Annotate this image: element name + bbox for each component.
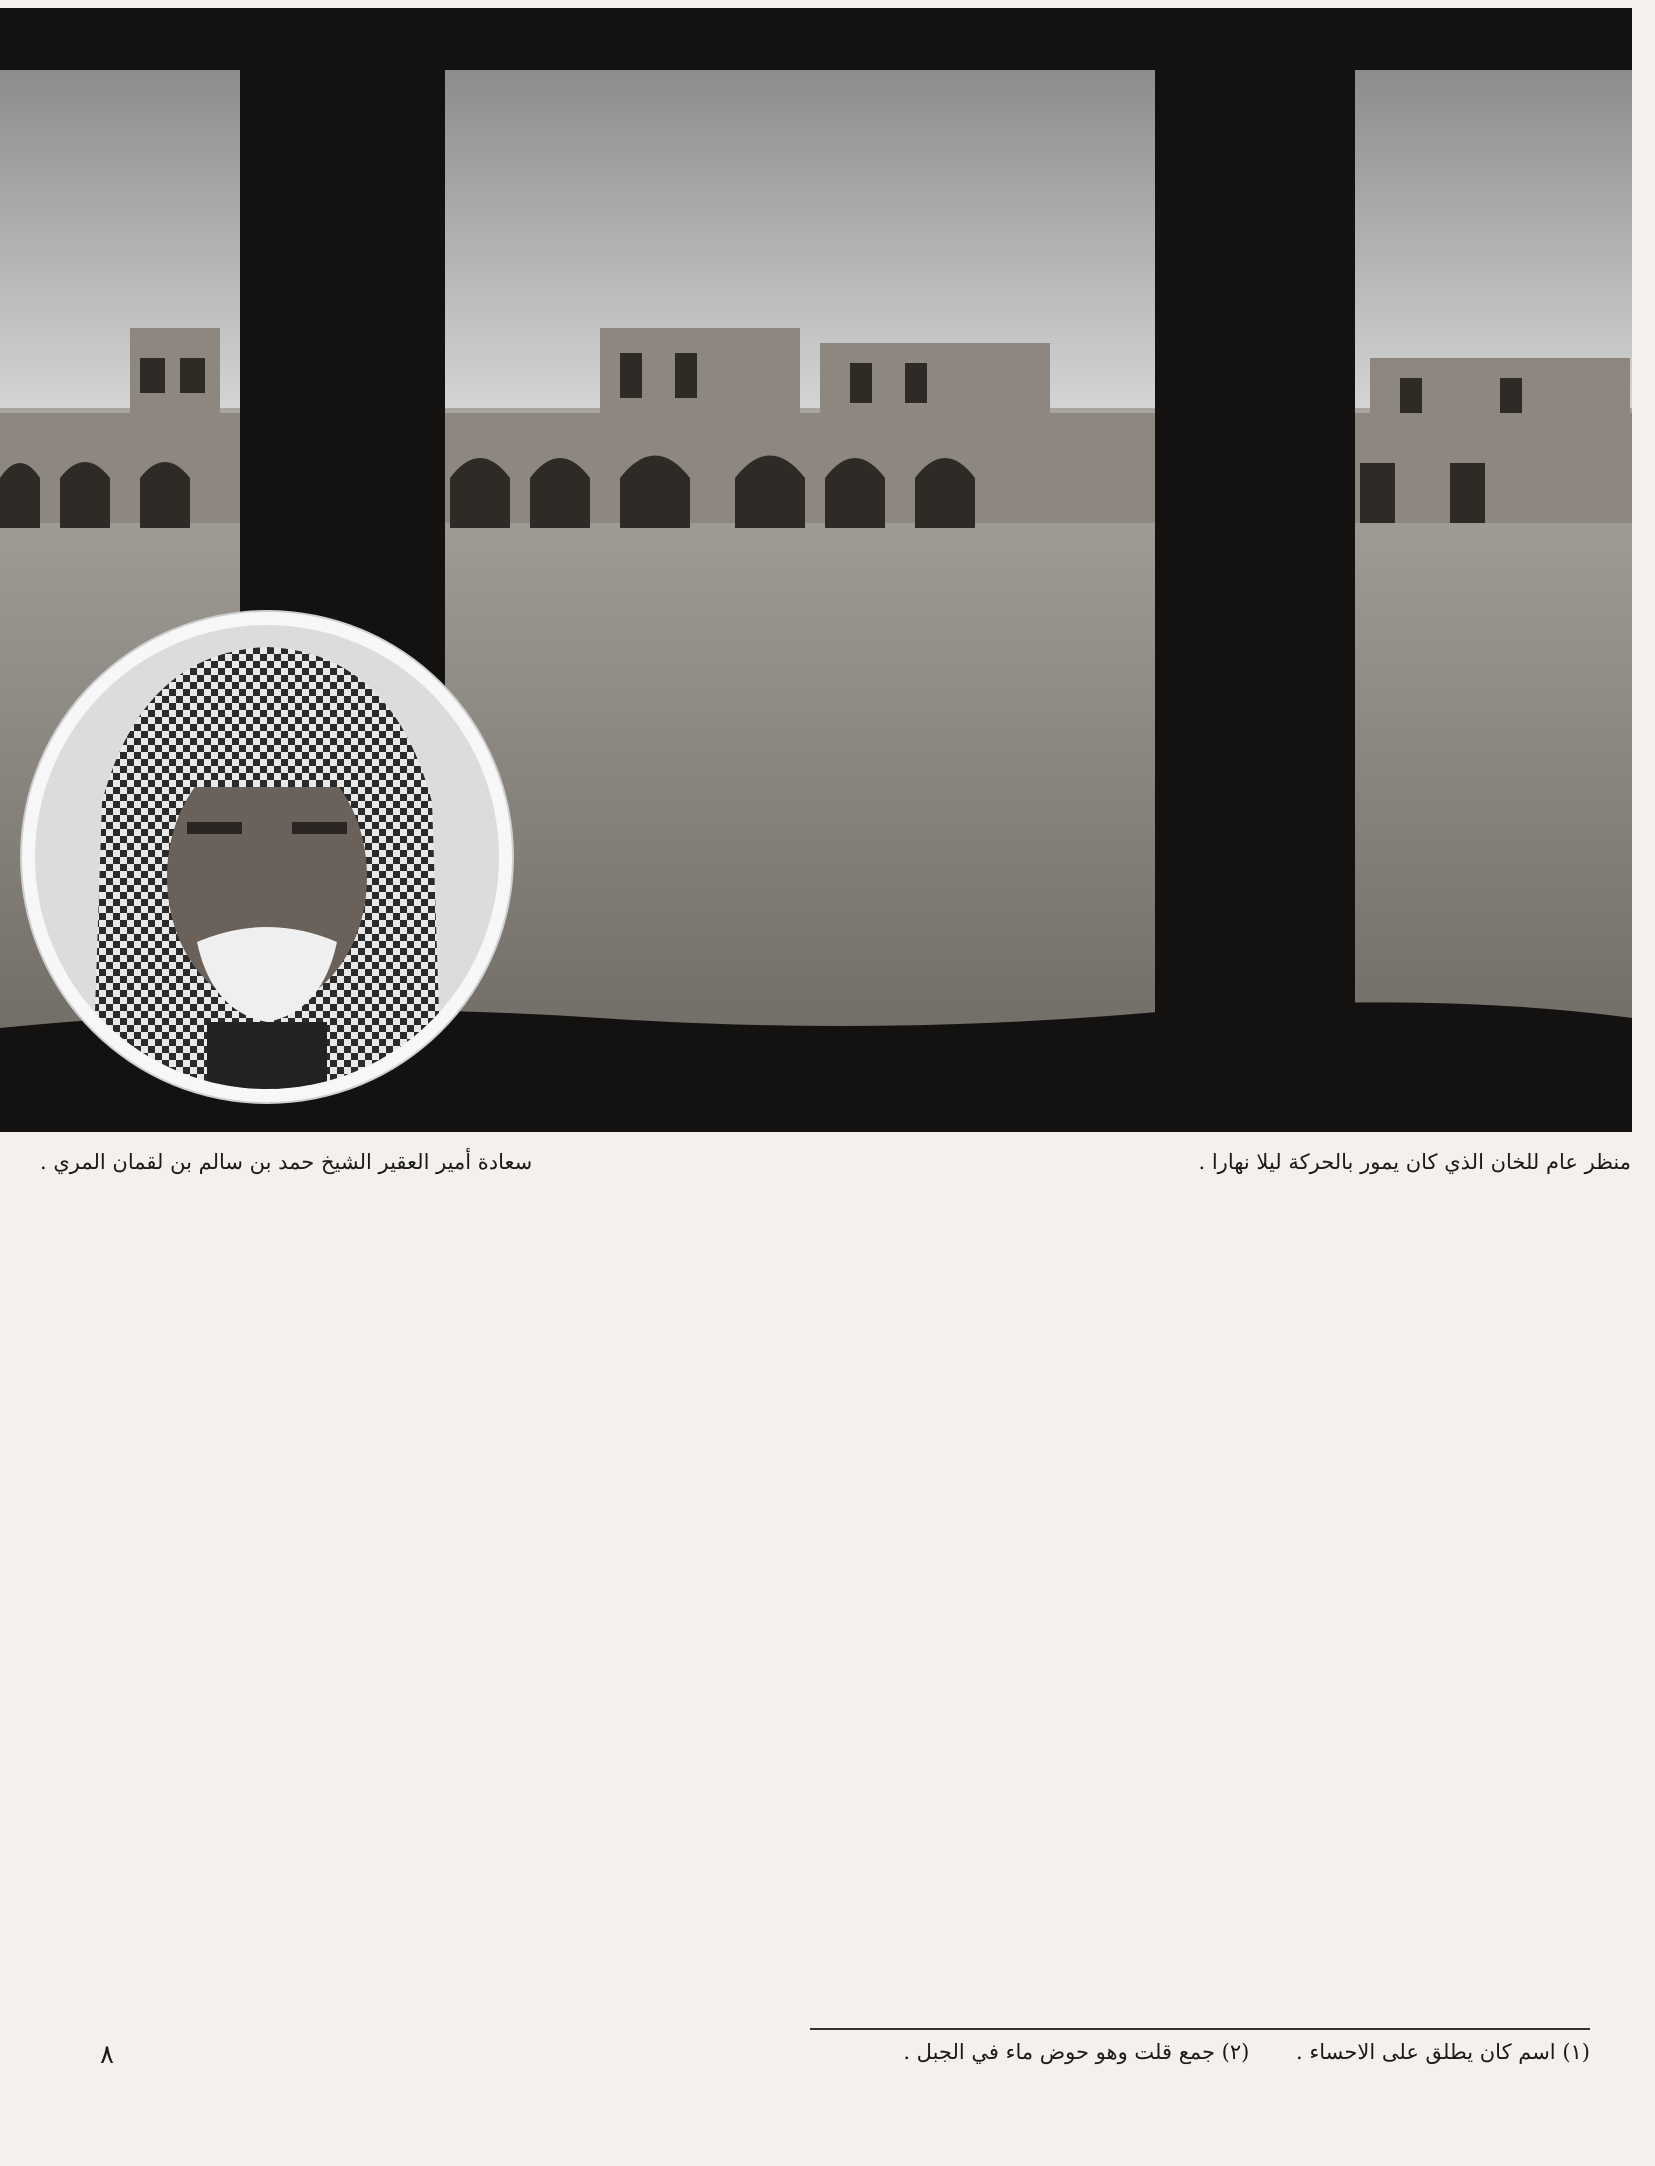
footnote-divider bbox=[810, 2028, 1590, 2030]
portrait-caption: سعادة أمير العقير الشيخ حمد بن سالم بن لقمان المري . bbox=[40, 1150, 533, 1174]
footnotes bbox=[863, 2040, 1590, 2064]
portrait-drawing bbox=[22, 612, 512, 1102]
footnote-1: (١) اسم كان يطلق على الاحساء . bbox=[1296, 2040, 1590, 2064]
page-number: ٨ bbox=[100, 2040, 114, 2070]
photo-caption: منظر عام للخان الذي كان يمور بالحركة ليلا نهارا . bbox=[1198, 1150, 1631, 1174]
emir-portrait bbox=[22, 612, 512, 1102]
footnote-2: (٢) جمع قلت وهو حوض ماء في الجبل . bbox=[903, 2040, 1250, 2064]
